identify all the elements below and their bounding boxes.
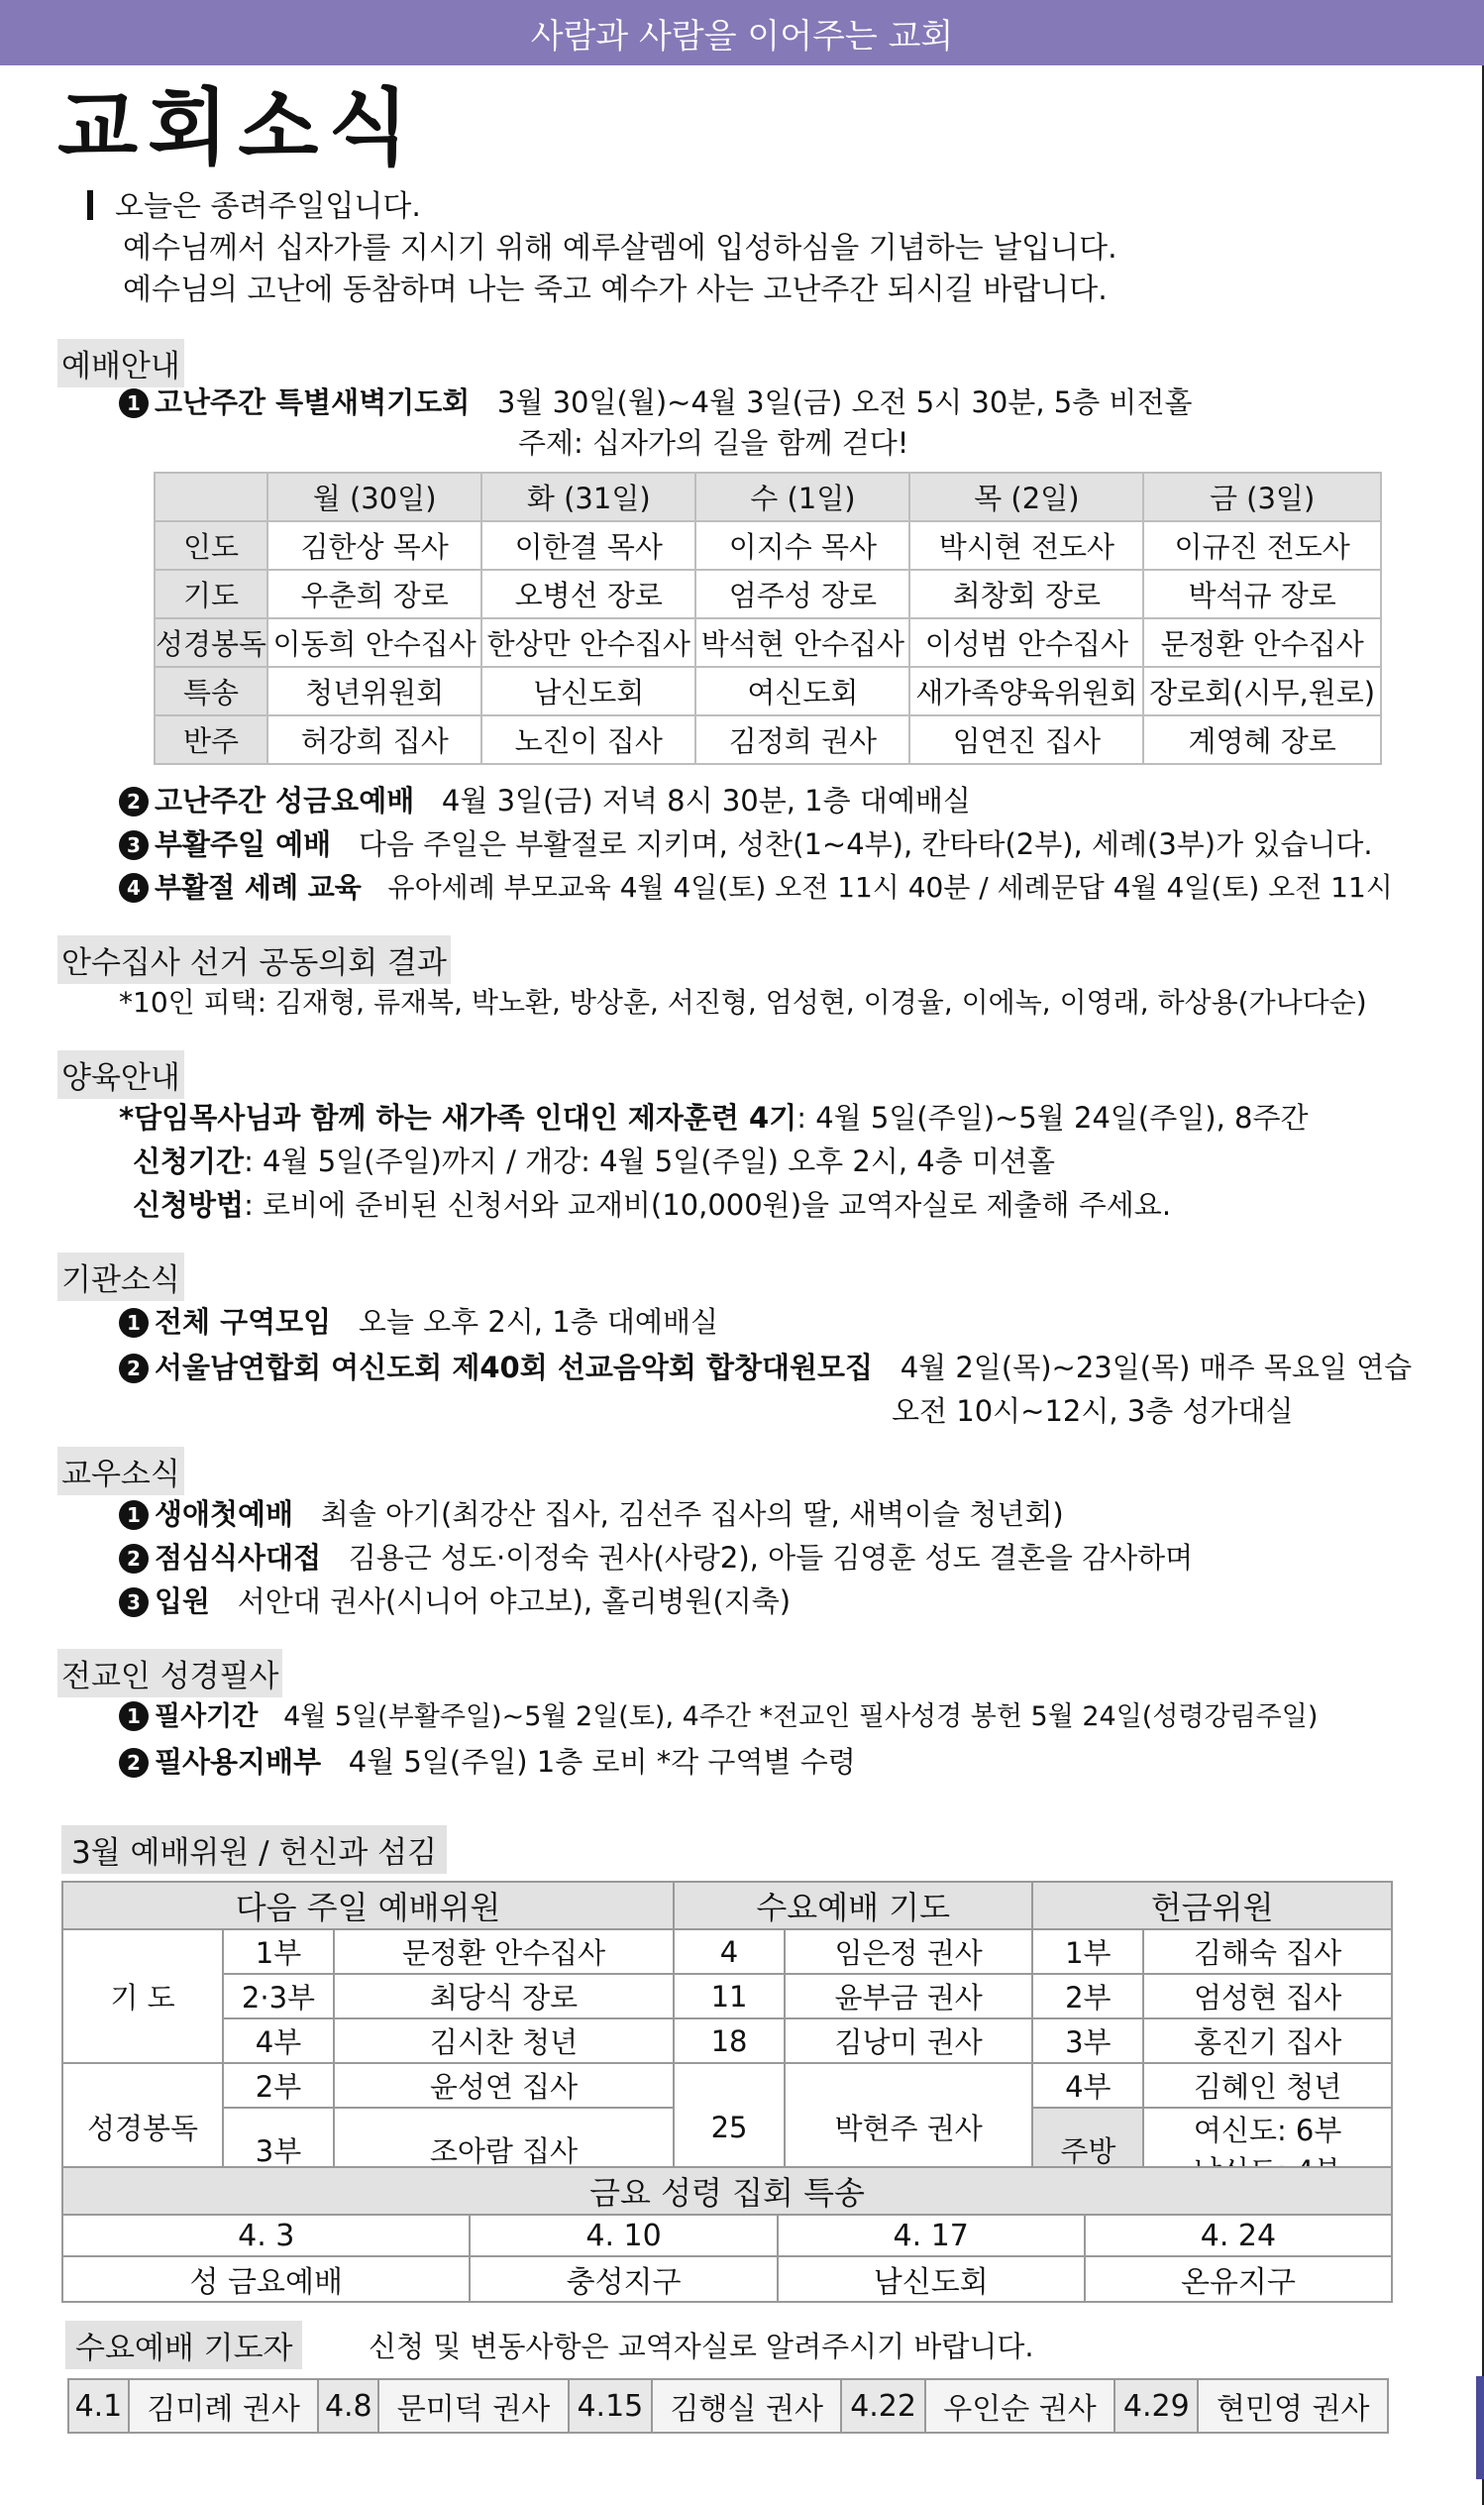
table-cell: 4.15 (569, 2379, 652, 2433)
number-2-icon: 2 (119, 1748, 149, 1778)
worship-item-3 (119, 822, 1373, 863)
table-cell: 온유지구 (1085, 2256, 1392, 2302)
table-cell: 성 금요예배 (62, 2256, 470, 2302)
table-cell: 김혜인 청년 (1143, 2063, 1392, 2108)
table-cell: 새가족양육위원회 (909, 667, 1143, 715)
education-line-2 (133, 1140, 1055, 1180)
org-item-2-title: 서울남연합회 여신도회 제40회 선교음악회 합창대원모집 (155, 1351, 874, 1384)
worship-item-1-title: 고난주간 특별새벽기도회 (155, 385, 471, 419)
table-cell: 4부 (223, 2018, 334, 2063)
number-4-icon: 4 (119, 873, 149, 903)
table-cell: 1부 (1032, 1929, 1143, 1974)
table-cell: 박석현 안수집사 (695, 618, 909, 667)
members-item-2 (119, 1536, 1193, 1577)
row-label: 반주 (155, 715, 267, 764)
table-cell: 2부 (1032, 1974, 1143, 2018)
education-period-text: : 4월 5일(주일)까지 / 개강: 4월 5일(주일) 오후 2시, 4층 미션홀 (244, 1144, 1056, 1178)
members-item-1-title: 생애첫예배 (155, 1497, 294, 1531)
members-item-3 (119, 1579, 791, 1620)
table-cell: 남신도회 (481, 667, 695, 715)
bible-item-1-text: 4월 5일(부활주일)~5월 2일(토), 4주간 *전교인 필사성경 봉헌 5월 24일(성령강림주일) (283, 1701, 1319, 1732)
org-item-1-title: 전체 구역모임 (155, 1305, 332, 1339)
table-cell: 최당식 장로 (334, 1974, 674, 2018)
table-row (62, 2018, 1392, 2063)
table-cell: 김시찬 청년 (334, 2018, 674, 2063)
table-cell: 이한결 목사 (481, 521, 695, 570)
table-row (62, 2256, 1392, 2302)
friday-special-table (61, 2166, 1393, 2303)
table-cell: 우인순 권사 (925, 2379, 1115, 2433)
table-header-row (62, 1882, 1392, 1929)
table-cell: 김한상 목사 (267, 521, 481, 570)
number-1-icon: 1 (119, 388, 149, 418)
table-cell: 김정희 권사 (695, 715, 909, 764)
table-cell: 문정환 안수집사 (334, 1929, 674, 1974)
table-cell: 4부 (1032, 2063, 1143, 2108)
table-header-cell: 금요 성령 집회 특송 (62, 2167, 1392, 2215)
org-item-1-text: 오늘 오후 2시, 1층 대예배실 (358, 1305, 718, 1339)
worship-item-1-text: 3월 30일(월)~4월 3일(금) 오전 5시 30분, 5층 비전홀 (496, 385, 1193, 419)
education-method-label: 신청방법 (133, 1188, 245, 1222)
table-cell: 우춘희 장로 (267, 570, 481, 618)
bible-item-2 (119, 1740, 856, 1781)
table-row (62, 1974, 1392, 2018)
table-cell: 김미례 권사 (129, 2379, 319, 2433)
row-label: 기도 (155, 570, 267, 618)
worship-item-2-text: 4월 3일(금) 저녁 8시 30분, 1층 대예배실 (441, 784, 971, 817)
table-header-row (155, 473, 1381, 521)
members-item-3-title: 입원 (155, 1584, 211, 1618)
table-cell: 한상만 안수집사 (481, 618, 695, 667)
table-cell: 4.22 (841, 2379, 924, 2433)
table-cell: 1부 (223, 1929, 334, 1974)
org-item-1 (119, 1300, 718, 1341)
org-heading: 기관소식 (57, 1252, 184, 1301)
table-cell: 윤성연 집사 (334, 2063, 674, 2108)
table-cell: 문정환 안수집사 (1143, 618, 1381, 667)
row-label: 기 도 (62, 1929, 223, 2063)
members-item-2-title: 점심식사대접 (155, 1541, 322, 1575)
table-corner (155, 473, 267, 521)
table-row (62, 2215, 1392, 2256)
church-banner (0, 0, 1484, 65)
number-1-icon: 1 (119, 1500, 149, 1530)
intro-block (87, 186, 1117, 311)
table-row (155, 667, 1381, 715)
table-cell: 청년위원회 (267, 667, 481, 715)
table-cell: 여신도회 (695, 667, 909, 715)
wed-prayer-note: 신청 및 변동사항은 교역자실로 알려주시기 바랍니다. (369, 2330, 1034, 2363)
bible-heading: 전교인 성경필사 (57, 1649, 282, 1697)
row-label: 인도 (155, 521, 267, 570)
table-cell: 18 (674, 2018, 785, 2063)
table-cell: 현민영 권사 (1198, 2379, 1388, 2433)
worship-item-4-text: 유아세례 부모교육 4월 4일(토) 오전 11시 40분 / 세례문답 4월 4일(토) 오전 11시 (387, 871, 1393, 904)
table-header-cell: 수 (1일) (695, 473, 909, 521)
table-header-cell: 월 (30일) (267, 473, 481, 521)
worship-item-3-text: 다음 주일은 부활절로 지키며, 성찬(1~4부), 칸타타(2부), 세례(3부)가 있습니다. (358, 827, 1373, 861)
table-cell: 이동희 안수집사 (267, 618, 481, 667)
table-cell: 조아람 집사 (334, 2108, 674, 2191)
table-cell: 이성범 안수집사 (909, 618, 1143, 667)
table-cell: 4. 17 (778, 2215, 1085, 2256)
members-item-3-text: 서안대 권사(시니어 야고보), 홀리병원(지축) (237, 1584, 792, 1618)
table-cell: 2·3부 (223, 1974, 334, 2018)
table-cell: 4 (674, 1929, 785, 1974)
table-cell: 25 (674, 2063, 785, 2191)
bullet-bar-icon (87, 190, 93, 220)
table-cell: 엄주성 장로 (695, 570, 909, 618)
education-method-text: : 로비에 준비된 신청서와 교재비(10,000원)을 교역자실로 제출해 주세요. (244, 1188, 1172, 1222)
election-text: *10인 피택: 김재형, 류재복, 박노환, 방상훈, 서진형, 엄성현, 이경율, 이에녹, 이영래, 하상용(가나다순) (119, 986, 1367, 1019)
table-cell: 임연진 집사 (909, 715, 1143, 764)
education-line-3 (133, 1183, 1171, 1224)
row-label: 특송 (155, 667, 267, 715)
members-item-2-text: 김용근 성도·이정숙 권사(사랑2), 아들 김영훈 성도 결혼을 감사하며 (348, 1541, 1194, 1575)
number-3-icon: 3 (119, 830, 149, 860)
table-cell: 2부 (223, 2063, 334, 2108)
table-cell: 이지수 목사 (695, 521, 909, 570)
table-cell: 문미덕 권사 (378, 2379, 569, 2433)
election-heading: 안수집사 선거 공동의회 결과 (57, 935, 451, 984)
intro-line-3: 예수님의 고난에 동참하며 나는 죽고 예수가 사는 고난주간 되시길 바랍니다. (123, 272, 1108, 307)
table-cell: 김해숙 집사 (1143, 1929, 1392, 1974)
worship-item-2-title: 고난주간 성금요예배 (155, 784, 415, 817)
table-cell: 김행실 권사 (652, 2379, 842, 2433)
table-header-cell: 금 (3일) (1143, 473, 1381, 521)
worship-heading: 예배안내 (57, 339, 184, 387)
table-header-cell: 수요예배 기도 (674, 1882, 1032, 1929)
table-cell: 오병선 장로 (481, 570, 695, 618)
number-2-icon: 2 (119, 1354, 149, 1383)
table-cell: 3부 (223, 2108, 334, 2191)
table-cell: 윤부금 권사 (785, 1974, 1032, 2018)
intro-line-1: 오늘은 종려주일입니다. (115, 189, 421, 224)
education-line-1 (119, 1096, 1308, 1137)
kitchen-line: 여신도: 6부 (1193, 2114, 1342, 2147)
table-row (155, 715, 1381, 764)
table-row (155, 570, 1381, 618)
committee-table (61, 1881, 1393, 2192)
table-cell: 4. 10 (470, 2215, 777, 2256)
table-cell: 남신도회 (778, 2256, 1085, 2302)
page-edge-tab (1476, 2376, 1484, 2479)
table-cell: 이규진 전도사 (1143, 521, 1381, 570)
table-cell: 4. 3 (62, 2215, 470, 2256)
org-item-2-text: 4월 2일(목)~23일(목) 매주 목요일 연습 (900, 1351, 1413, 1384)
bible-item-1-title: 필사기간 (155, 1701, 259, 1732)
worship-item-2 (119, 779, 971, 819)
number-1-icon: 1 (119, 1701, 149, 1731)
table-cell: 허강희 집사 (267, 715, 481, 764)
committee-heading: 3월 예배위원 / 헌신과 섬김 (61, 1825, 447, 1874)
table-row (62, 1929, 1392, 1974)
table-row (155, 521, 1381, 570)
table-cell: 11 (674, 1974, 785, 2018)
table-cell: 박석규 장로 (1143, 570, 1381, 618)
members-heading: 교우소식 (57, 1447, 184, 1495)
education-period-label: 신청기간 (133, 1144, 245, 1178)
worship-item-4-title: 부활절 세례 교육 (155, 871, 362, 904)
kitchen-label: 주방 (1032, 2108, 1143, 2191)
worship-item-4 (119, 866, 1393, 906)
bible-item-2-title: 필사용지배부 (155, 1745, 322, 1779)
worship-item-3-title: 부활주일 예배 (155, 827, 332, 861)
table-cell: 충성지구 (470, 2256, 777, 2302)
table-cell: 장로회(시무,원로) (1143, 667, 1381, 715)
org-item-2-sub: 오전 10시~12시, 3층 성가대실 (892, 1394, 1294, 1428)
page-title: 교회소식 (57, 78, 419, 176)
number-2-icon: 2 (119, 1544, 149, 1574)
table-header-cell: 화 (31일) (481, 473, 695, 521)
table-cell: 4.1 (68, 2379, 129, 2433)
table-cell: 4.29 (1114, 2379, 1198, 2433)
dawn-prayer-schedule-table (154, 472, 1382, 765)
table-cell: 계영혜 장로 (1143, 715, 1381, 764)
wed-prayer-heading: 수요예배 기도자 (65, 2321, 302, 2369)
table-cell: 노진이 집사 (481, 715, 695, 764)
table-row (62, 2063, 1392, 2108)
bible-item-1 (119, 1694, 1318, 1733)
row-label: 성경봉독 (62, 2063, 223, 2191)
table-cell: 임은정 권사 (785, 1929, 1032, 1974)
table-cell: 박시현 전도사 (909, 521, 1143, 570)
education-text: : 4월 5일(주일)~5월 24일(주일), 8주간 (796, 1101, 1309, 1135)
table-cell: 3부 (1032, 2018, 1143, 2063)
members-item-1-text: 최솔 아기(최강산 집사, 김선주 집사의 딸, 새벽이슬 청년회) (320, 1497, 1064, 1531)
worship-item-1-sub: 주제: 십자가의 길을 함께 걷다! (518, 426, 909, 460)
worship-item-1 (119, 381, 1192, 421)
number-1-icon: 1 (119, 1308, 149, 1338)
table-cell: 4.8 (318, 2379, 378, 2433)
intro-line-2: 예수님께서 십자가를 지시기 위해 예루살렘에 입성하심을 기념하는 날입니다. (123, 231, 1117, 266)
education-title: *담임목사님과 함께 하는 새가족 인대인 제자훈련 4기 (119, 1101, 797, 1135)
number-2-icon: 2 (119, 787, 149, 817)
wed-prayer-table (67, 2378, 1389, 2434)
table-row (68, 2379, 1388, 2433)
banner-text: 사람과 사람을 이어주는 교회 (530, 16, 954, 56)
table-cell: 김낭미 권사 (785, 2018, 1032, 2063)
education-heading: 양육안내 (57, 1050, 184, 1099)
table-cell: 박현주 권사 (785, 2063, 1032, 2191)
table-header-cell: 목 (2일) (909, 473, 1143, 521)
table-header-row (62, 2167, 1392, 2215)
table-header-cell: 헌금위원 (1032, 1882, 1392, 1929)
bible-item-2-text: 4월 5일(주일) 1층 로비 *각 구역별 수령 (348, 1745, 856, 1779)
table-cell: 4. 24 (1085, 2215, 1392, 2256)
org-item-2 (119, 1346, 1412, 1386)
table-cell: 홍진기 집사 (1143, 2018, 1392, 2063)
number-3-icon: 3 (119, 1587, 149, 1617)
row-label: 성경봉독 (155, 618, 267, 667)
table-row (155, 618, 1381, 667)
table-cell: 엄성현 집사 (1143, 1974, 1392, 2018)
table-cell: 최창회 장로 (909, 570, 1143, 618)
table-header-cell: 다음 주일 예배위원 (62, 1882, 674, 1929)
members-item-1 (119, 1492, 1064, 1533)
